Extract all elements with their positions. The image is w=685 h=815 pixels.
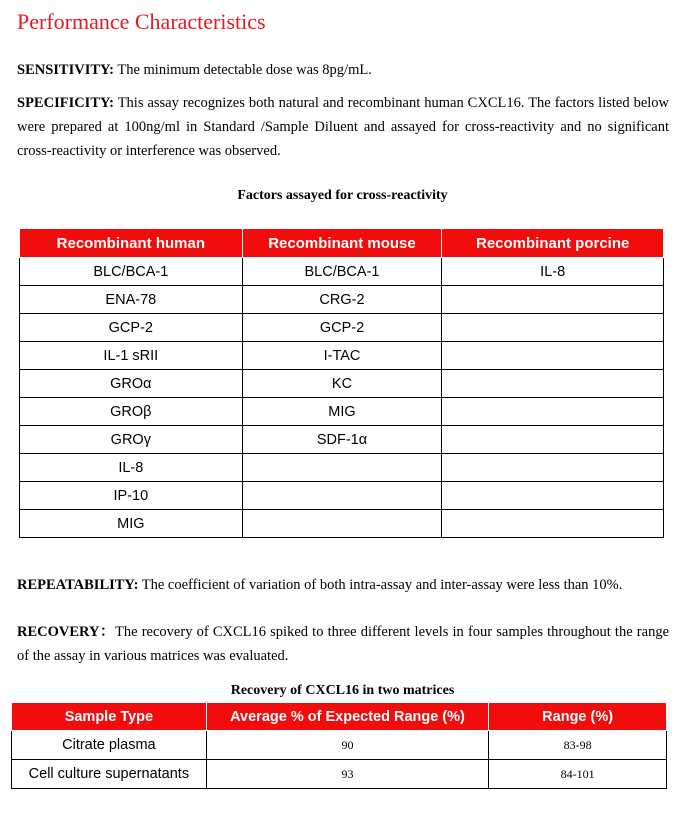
table-cell: BLC/BCA-1	[242, 258, 442, 286]
table-cell	[442, 342, 664, 370]
table-cell: GROα	[20, 370, 243, 398]
specificity-label: SPECIFICITY:	[17, 95, 114, 111]
table-cell: 84-101	[489, 760, 667, 789]
table-row	[20, 342, 664, 370]
table-row	[20, 314, 664, 342]
specificity-text: This assay recognizes both natural and recombinant human CXCL16. The factors listed below were prepared at 100ng/ml in Standard /Sample Diluent and assayed for cross-reactivity and no significant cross-reactivity or interference was observed.	[17, 95, 669, 159]
table-cell: ENA-78	[20, 286, 243, 314]
table-cell: SDF-1α	[242, 426, 442, 454]
table-cell	[442, 286, 664, 314]
table-cell: GCP-2	[20, 314, 243, 342]
table-cell: 90	[206, 731, 489, 760]
repeatability-paragraph	[17, 573, 669, 597]
recovery-paragraph	[17, 620, 669, 668]
table-cell	[442, 482, 664, 510]
specificity-paragraph	[17, 91, 669, 163]
sensitivity-paragraph	[17, 58, 669, 82]
header-sample-type: Sample Type	[12, 703, 207, 731]
sensitivity-label: SENSITIVITY:	[17, 62, 114, 78]
table-cell: KC	[242, 370, 442, 398]
cross-reactivity-table	[19, 228, 664, 538]
table-row	[20, 426, 664, 454]
table-row	[20, 286, 664, 314]
table-cell: I-TAC	[242, 342, 442, 370]
header-recombinant-mouse: Recombinant mouse	[242, 229, 442, 258]
table-cell: CRG-2	[242, 286, 442, 314]
recovery-caption: Recovery of CXCL16 in two matrices	[230, 683, 455, 698]
table-row	[20, 454, 664, 482]
header-average-expected: Average % of Expected Range (%)	[206, 703, 489, 731]
table-row	[12, 760, 667, 789]
header-recombinant-human: Recombinant human	[20, 229, 243, 258]
sensitivity-text: The minimum detectable dose was 8pg/mL.	[113, 62, 372, 78]
recovery-label: RECOVERY：	[17, 624, 116, 640]
table-row	[20, 398, 664, 426]
table-row	[20, 482, 664, 510]
table-row	[20, 370, 664, 398]
table-cell: IL-8	[20, 454, 243, 482]
table-cell: MIG	[20, 510, 243, 538]
table-header-row	[20, 229, 664, 258]
header-range: Range (%)	[489, 703, 667, 731]
repeatability-label: REPEATABILITY:	[17, 577, 139, 593]
table-cell: IL-1 sRII	[20, 342, 243, 370]
table-cell	[442, 510, 664, 538]
table-cell: GROγ	[20, 426, 243, 454]
table-row	[20, 258, 664, 286]
header-recombinant-porcine: Recombinant porcine	[442, 229, 664, 258]
table-cell: GCP-2	[242, 314, 442, 342]
table-header-row	[12, 703, 667, 731]
table-cell	[442, 426, 664, 454]
table-cell	[442, 370, 664, 398]
page-title: Performance Characteristics	[17, 9, 266, 34]
table-cell	[442, 314, 664, 342]
table-cell: GROβ	[20, 398, 243, 426]
table-cell	[442, 454, 664, 482]
table-cell	[242, 510, 442, 538]
cross-reactivity-caption: Factors assayed for cross-reactivity	[237, 188, 448, 203]
recovery-table	[11, 702, 667, 789]
table-cell	[442, 398, 664, 426]
recovery-text: The recovery of CXCL16 spiked to three different levels in four samples throughout the range of the assay in various matrices was evaluated.	[17, 624, 670, 664]
table-cell: Cell culture supernatants	[12, 760, 207, 789]
table-cell: IL-8	[442, 258, 664, 286]
table-cell	[242, 482, 442, 510]
table-cell	[242, 454, 442, 482]
table-row	[20, 510, 664, 538]
table-row	[12, 731, 667, 760]
table-cell: MIG	[242, 398, 442, 426]
repeatability-text: The coefficient of variation of both intra-assay and inter-assay were less than 10%.	[138, 577, 623, 593]
table-cell: Citrate plasma	[12, 731, 207, 760]
table-cell: IP-10	[20, 482, 243, 510]
table-cell: 83-98	[489, 731, 667, 760]
table-cell: BLC/BCA-1	[20, 258, 243, 286]
table-cell: 93	[206, 760, 489, 789]
